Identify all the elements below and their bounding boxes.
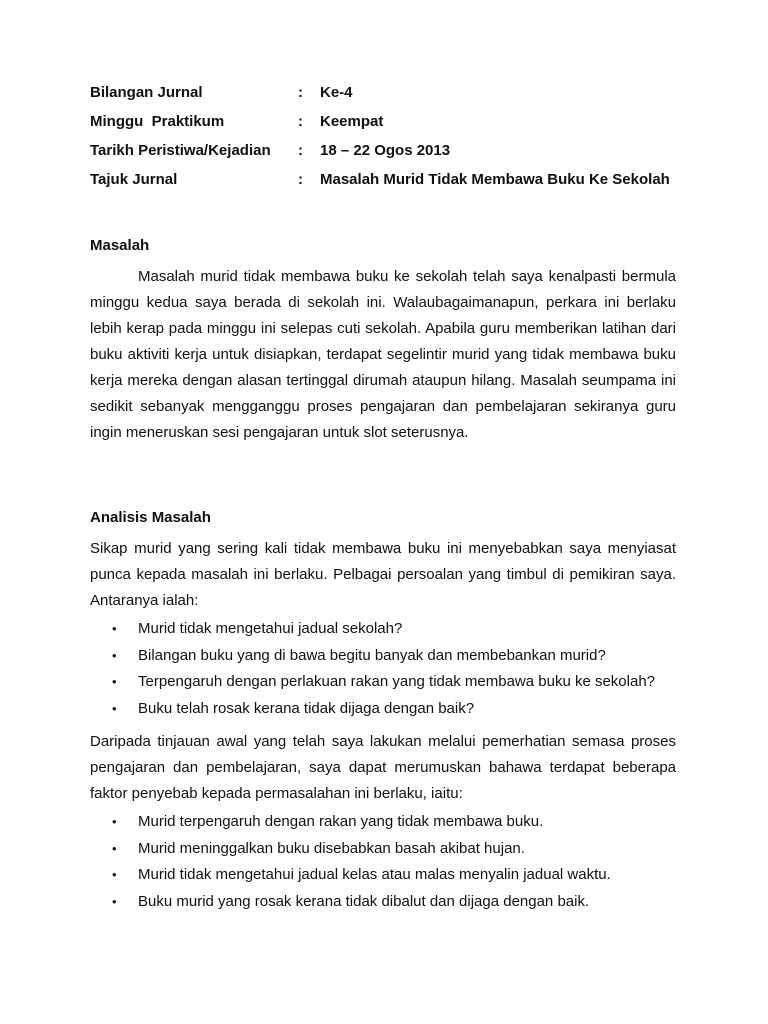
masalah-paragraph: Masalah murid tidak membawa buku ke sekolah telah saya kenalpasti bermula minggu kedua saya berada di sekolah ini. Walaubagaimanapun, perkara ini berlaku lebih kerap pada minggu ini selepas cuti sekolah. Apabila guru memberikan latihan dari buku aktiviti kerja untuk disiapkan, terdapat segelintir murid yang tidak membawa buku kerja mereka dengan alasan tertinggal dirumah ataupun hilang. Masalah seumpama ini sedikit sebanyak mengganggu proses pengajaran dan pembelajaran sekiranya guru ingin meneruskan sesi pengajaran untuk slot seterusnya. — [90, 268, 676, 441]
header-row-tajuk — [90, 171, 670, 200]
header-label: Tarikh Peristiwa/Kejadian — [90, 142, 271, 159]
journal-header — [90, 84, 670, 200]
header-value: Keempat — [320, 113, 384, 130]
list-item: • Murid tidak mengetahui jadual sekolah? — [112, 620, 403, 637]
header-value: 18 – 22 Ogos 2013 — [320, 142, 451, 159]
header-value: Masalah Murid Tidak Membawa Buku Ke Sekolah — [320, 171, 670, 188]
bullet-icon: • — [112, 867, 117, 882]
bullet-icon: • — [112, 814, 117, 829]
list-item: • Terpengaruh dengan perlakuan rakan yang tidak membawa buku ke sekolah? — [112, 673, 656, 690]
bullet-icon: • — [112, 840, 117, 856]
section-title-analisis: Analisis Masalah — [90, 509, 211, 526]
header-colon: : — [298, 113, 303, 130]
findings-intro-paragraph: Daripada tinjauan awal yang telah saya lakukan melalui pemerhatian semasa proses pengajaran dan pembelajaran, saya dapat merumuskan bahawa terdapat beberapa faktor penyebab kepada permasalahan ini berlaku, iaitu: — [90, 733, 676, 802]
header-label: Minggu Praktikum — [90, 113, 225, 130]
bullet-icon: • — [112, 647, 117, 663]
list-item: • Buku telah rosak kerana tidak dijaga dengan baik? — [112, 699, 475, 717]
bullet-icon: • — [112, 893, 117, 909]
bullet-icon: • — [112, 674, 117, 689]
list-item: • Buku murid yang rosak kerana tidak dibalut dan dijaga dengan baik. — [112, 892, 590, 910]
factors-list — [112, 813, 611, 919]
header-value: Ke-4 — [320, 84, 353, 101]
header-label: Bilangan Jurnal — [90, 84, 203, 101]
header-colon: : — [298, 84, 303, 101]
header-row-minggu — [90, 113, 670, 142]
list-item: • Bilangan buku yang di bawa begitu banyak dan membebankan murid? — [112, 646, 606, 664]
analisis-intro-paragraph: Sikap murid yang sering kali tidak membawa buku ini menyebabkan saya menyiasat punca kepada masalah ini berlaku. Pelbagai persoalan yang timbul di pemikiran saya. Antaranya ialah: — [90, 540, 676, 609]
questions-list — [112, 620, 655, 726]
bullet-icon: • — [112, 621, 117, 636]
list-item: • Murid meninggalkan buku disebabkan basah akibat hujan. — [112, 839, 525, 857]
header-colon: : — [298, 142, 303, 159]
header-row-tarikh — [90, 142, 670, 171]
header-colon: : — [298, 171, 303, 188]
bullet-icon: • — [112, 700, 117, 716]
section-title-masalah: Masalah — [90, 237, 150, 254]
header-label: Tajuk Jurnal — [90, 171, 178, 188]
header-row-bilangan — [90, 84, 670, 113]
list-item: • Murid terpengaruh dengan rakan yang tidak membawa buku. — [112, 813, 544, 830]
list-item: • Murid tidak mengetahui jadual kelas atau malas menyalin jadual waktu. — [112, 866, 611, 883]
